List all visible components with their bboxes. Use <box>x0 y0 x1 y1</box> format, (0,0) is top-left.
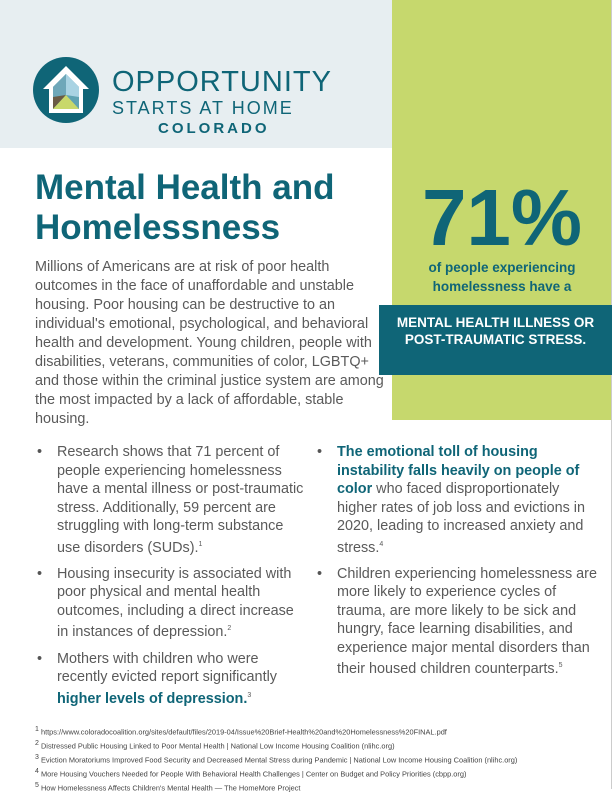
bullet-item <box>315 565 602 679</box>
footnote <box>35 738 600 752</box>
bullet-item <box>35 443 305 557</box>
bullet-text: who faced disproportionately higher rates of job loss and evictions in 2020, leading to increased anxiety and stress. <box>337 481 585 556</box>
house-logo-icon <box>33 57 99 123</box>
footnote-number: 1 <box>35 725 39 733</box>
footnote-link[interactable]: Distressed Public Housing Linked to Poor Mental Health | National Low Income Housing Coalition (nlihc.org) <box>40 741 395 751</box>
bullet-emphasis: higher levels of depression. <box>57 690 248 707</box>
intro-paragraph: Millions of Americans are at risk of poor health outcomes in the face of unaffordable and unstable housing. Poor housing can be destructive to an individual's emotional, psychological, and behavioral health and development. Young children, people with disabilities, veterans, communities of color, LGBTQ+ and those within the criminal justice system are among the most impacted by a lack of affordable, stable housing. <box>35 259 384 427</box>
footnote <box>35 724 600 738</box>
stat-value: 71% <box>421 173 583 262</box>
bullet-text: Research shows that 71 percent of people experiencing homelessness have a mental illness or post-traumatic stress. Additionally, 59 percent are struggling with long-term substance use disorders (SUDs). <box>57 444 304 556</box>
footnote-link[interactable]: Eviction Moratoriums Improved Food Security and Decreased Mental Stress during Pandemic | National Low Income Housing Coalition (nlihc.org) <box>40 755 518 765</box>
logo-text-colorado: COLORADO <box>158 120 270 137</box>
footnote-number: 5 <box>35 781 39 789</box>
bullet-item <box>35 650 305 708</box>
footnote-link[interactable]: How Homelessness Affects Children's Mental Health — The HomeMore Project <box>40 783 301 793</box>
body-flow <box>35 258 602 794</box>
footnote <box>35 766 600 780</box>
bullet-item <box>315 443 602 557</box>
footnote-number: 4 <box>35 767 39 775</box>
stat-highlight-box: MENTAL HEALTH ILLNESS OR POST-TRAUMATIC STRESS. <box>379 305 612 375</box>
footnote-ref: 1 <box>198 540 203 548</box>
footnote-ref: 4 <box>379 540 384 548</box>
stat-subtitle: of people experiencing homelessness have a <box>428 260 576 294</box>
footnote-number: 2 <box>35 739 39 747</box>
bullet-text: Housing insecurity is associated with poor physical and mental health outcomes, including a direct increase in instances of depression. <box>57 565 294 641</box>
bullet-item <box>35 565 305 642</box>
page-title: Mental Health and Homelessness <box>35 168 335 247</box>
bullets-right <box>315 443 602 716</box>
bullets-left <box>35 443 305 716</box>
footnote-link[interactable]: More Housing Vouchers Needed for People With Behavioral Health Challenges | Center on Budget and Policy Priorities (cbpp.org) <box>40 769 467 779</box>
logo-text-opportunity: OPPORTUNITY <box>112 66 332 98</box>
bullet-emphasis: The emotional toll of housing instability falls heavily on people of color <box>337 444 580 497</box>
footnote-ref: 2 <box>227 625 232 633</box>
footnote-ref: 3 <box>247 691 252 699</box>
bullet-columns <box>35 443 602 716</box>
footnote <box>35 780 600 794</box>
bullet-text: Mothers with children who were recently evicted report significantly <box>57 650 277 686</box>
footnote-link[interactable]: https://www.coloradocoalition.org/sites/default/files/2019-04/Issue%20Brief-Health%20and%20Homelessness%20FINAL.pdf <box>40 727 447 737</box>
footnote-number: 3 <box>35 753 39 761</box>
footnotes <box>35 724 600 794</box>
logo-text-starts: STARTS AT HOME <box>112 98 294 118</box>
bullet-text: Children experiencing homelessness are more likely to experience cycles of trauma, are more likely to be sick and hungry, face learning disabilities, and experience major mental disorders than their housed children counterparts. <box>337 565 597 678</box>
footnote <box>35 752 600 766</box>
footnote-ref: 5 <box>558 662 563 670</box>
